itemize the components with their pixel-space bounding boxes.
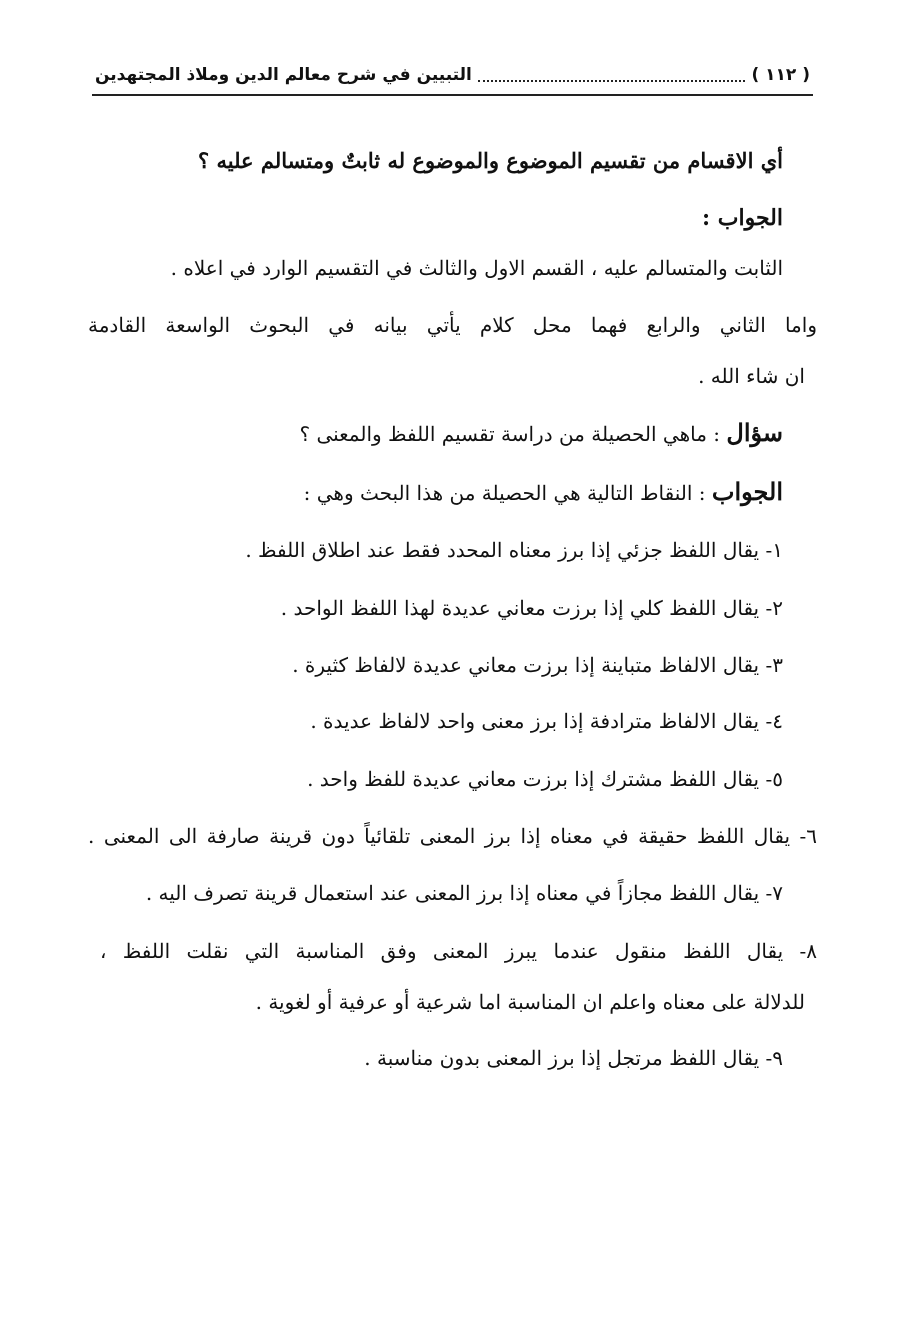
point-4: ٤- يقال الالفاظ مترادفة إذا برز معنى واحد لالفاظ عديدة . bbox=[310, 709, 783, 733]
answer-1-line-2: واما الثاني والرابع فهما محل كلام يأتي بيانه في البحوث الواسعة القادمة bbox=[88, 313, 817, 337]
point-9: ٩- يقال اللفظ مرتجل إذا برز المعنى بدون مناسبة . bbox=[364, 1046, 783, 1070]
page-number: ( ١١٢ ) bbox=[751, 65, 810, 85]
point-8-line-2: للدلالة على معناه واعلم ان المناسبة اما شرعية أو عرفية أو لغوية . bbox=[255, 990, 805, 1014]
answer-1-label: الجواب : bbox=[702, 205, 783, 231]
answer-2-label: الجواب bbox=[711, 477, 783, 506]
answer-1-line-1: الثابت والمتسالم عليه ، القسم الاول والثالث في التقسيم الوارد في اعلاه . bbox=[170, 256, 783, 280]
point-1: ١- يقال اللفظ جزئي إذا برز معناه المحدد فقط عند اطلاق اللفظ . bbox=[245, 538, 783, 562]
question-2-text: : ماهي الحصيلة من دراسة تقسيم اللفظ والمعنى ؟ bbox=[299, 422, 721, 446]
answer-1-line-3: ان شاء الله . bbox=[698, 364, 805, 388]
point-8-line-1: ٨- يقال اللفظ منقول عندما يبرز المعنى وفق المناسبة التي نقلت اللفظ ، bbox=[100, 939, 817, 963]
point-6: ٦- يقال اللفظ حقيقة في معناه إذا برز المعنى تلقائياً دون قرينة صارفة الى المعنى . bbox=[88, 824, 817, 848]
point-7: ٧- يقال اللفظ مجازاً في معناه إذا برز المعنى عند استعمال قرينة تصرف اليه . bbox=[145, 881, 783, 905]
point-2: ٢- يقال اللفظ كلي إذا برزت معاني عديدة لهذا اللفظ الواحد . bbox=[280, 596, 783, 620]
point-5: ٥- يقال اللفظ مشترك إذا برزت معاني عديدة للفظ واحد . bbox=[307, 767, 783, 791]
question-2-label: سؤال bbox=[726, 418, 783, 447]
answer-2-text: : النقاط التالية هي الحصيلة من هذا البحث وهي : bbox=[303, 481, 706, 505]
question-1: أي الاقسام من تقسيم الموضوع والموضوع له ثابتٌ ومتسالم عليه ؟ bbox=[198, 148, 783, 173]
book-title: التبيين في شرح معالم الدين وملاذ المجتهدين bbox=[95, 65, 472, 85]
running-header bbox=[95, 58, 810, 92]
answer-2 bbox=[303, 477, 783, 506]
point-3: ٣- يقال الالفاظ متباينة إذا برزت معاني عديدة لالفاظ كثيرة . bbox=[292, 653, 783, 677]
question-2 bbox=[299, 418, 783, 447]
header-rule bbox=[92, 94, 813, 96]
header-dotted-leader bbox=[478, 80, 746, 82]
